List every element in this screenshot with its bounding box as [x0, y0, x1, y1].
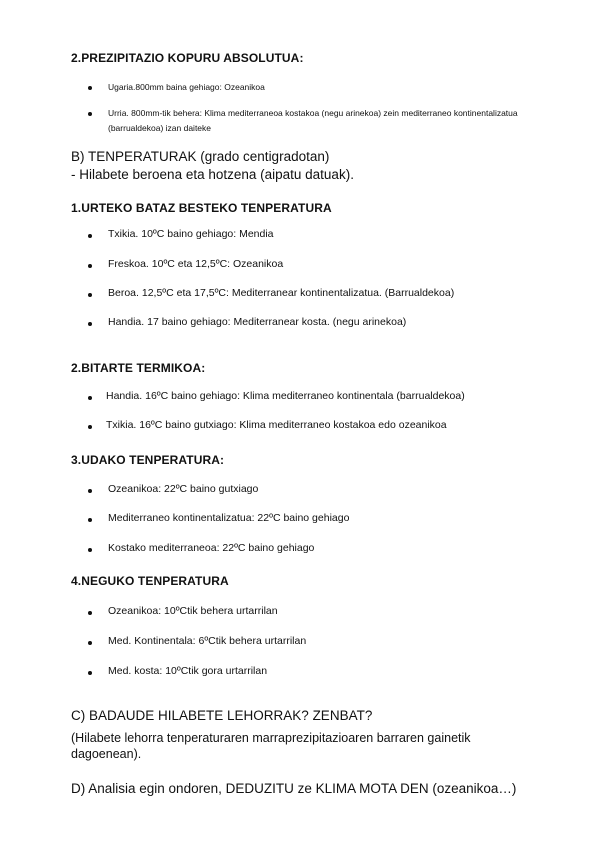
summer-heading: 3.UDAKO TENPERATURA:	[71, 453, 225, 467]
bullet-icon	[88, 234, 92, 238]
range-item: Txikia. 16ºC baino gutxiago: Klima mediterraneo kostakoa edo ozeanikoa	[106, 419, 447, 431]
annual-heading: 1.URTEKO BATAZ BESTEKO TENPERATURA	[71, 201, 332, 215]
bullet-icon	[88, 489, 92, 493]
annual-item: Handia. 17 baino gehiago: Mediterranear kosta. (negu arinekoa)	[108, 316, 407, 328]
bullet-icon	[88, 518, 92, 522]
bullet-icon	[88, 641, 92, 645]
precip-heading: 2.PREZIPITAZIO KOPURU ABSOLUTUA:	[71, 51, 304, 65]
summer-item: Mediterraneo kontinentalizatua: 22ºC baino gehiago	[108, 512, 350, 524]
bullet-icon	[88, 425, 92, 429]
winter-item: Ozeanikoa: 10ºCtik behera urtarrilan	[108, 605, 278, 617]
precip-item: Ugaria.800mm baina gehiago: Ozeanikoa	[108, 82, 265, 92]
bullet-icon	[88, 396, 92, 400]
summer-item: Kostako mediterraneoa: 22ºC baino gehiago	[108, 542, 315, 554]
bullet-icon	[88, 264, 92, 268]
bullet-icon	[88, 322, 92, 326]
bullet-icon	[88, 112, 92, 116]
winter-item: Med. kosta: 10ºCtik gora urtarrilan	[108, 665, 268, 677]
summer-item: Ozeanikoa: 22ºC baino gutxiago	[108, 483, 259, 495]
bullet-icon	[88, 548, 92, 552]
precip-item: Urria. 800mm-tik behera: Klima mediterraneoa kostakoa (negu arinekoa) zein mediterraneo kontinentalizatua (barrualdekoa) izan daiteke	[108, 108, 518, 133]
annual-item: Txikia. 10ºC baino gehiago: Mendia	[108, 228, 274, 240]
range-item: Handia. 16ºC baino gehiago: Klima mediterraneo kontinentala (barrualdekoa)	[106, 390, 465, 402]
bullet-icon	[88, 86, 92, 90]
range-heading: 2.BITARTE TERMIKOA:	[71, 361, 206, 375]
temp-subtitle: - Hilabete beroena eta hotzena (aipatu datuak).	[71, 167, 354, 182]
bullet-icon	[88, 293, 92, 297]
annual-item: Beroa. 12,5ºC eta 17,5ºC: Mediterranear kontinentalizatua. (Barrualdekoa)	[108, 287, 455, 299]
dry-question: C) BADAUDE HILABETE LEHORRAK? ZENBAT?	[71, 708, 373, 723]
winter-item: Med. Kontinentala: 6ºCtik behera urtarrilan	[108, 635, 307, 647]
winter-heading: 4.NEGUKO TENPERATURA	[71, 574, 229, 588]
bullet-icon	[88, 671, 92, 675]
annual-item: Freskoa. 10ºC eta 12,5ºC: Ozeanikoa	[108, 258, 284, 270]
dry-note: (Hilabete lehorra tenperaturaren marraprezipitazioaren barraren gainetik	[71, 731, 471, 745]
bullet-icon	[88, 611, 92, 615]
dry-note-continued: dagoenean).	[71, 747, 142, 761]
conclusion: D) Analisia egin ondoren, DEDUZITU ze KLIMA MOTA DEN (ozeanikoa…)	[71, 781, 517, 796]
temp-title: B) TENPERATURAK (grado centigradotan)	[71, 149, 330, 164]
